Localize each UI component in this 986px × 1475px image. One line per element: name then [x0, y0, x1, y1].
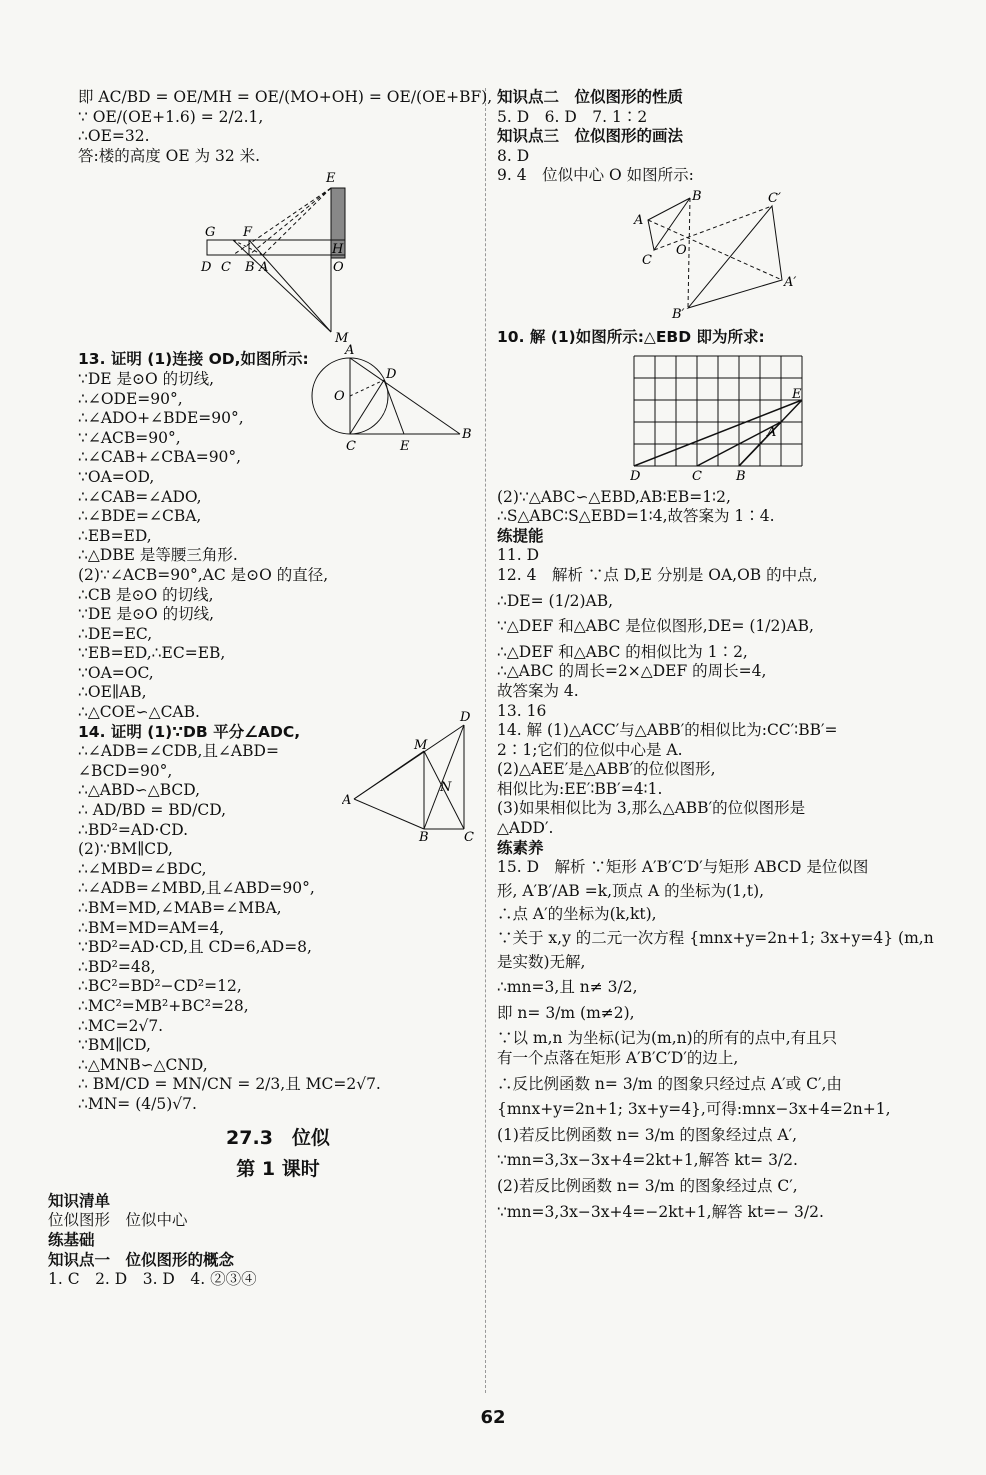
- answer-line: 5. D 6. D 7. 1∶2: [497, 107, 648, 126]
- text-line: 14. 解 (1)△ACC′与△ABB′的相似比为:CC′∶BB′=: [497, 721, 838, 740]
- label-D: D: [630, 468, 641, 484]
- text-line: 相似比为:EE′∶BB′=4∶1.: [497, 779, 663, 798]
- column-divider: [485, 88, 486, 1393]
- subheading: 知识点三 位似图形的画法: [497, 127, 684, 146]
- figure-circle-tangent: [310, 344, 480, 454]
- label-E: E: [326, 171, 336, 187]
- text-line: 即 n= 3/m (m≠2),: [497, 1003, 635, 1022]
- text-line: (3)如果相似比为 3,那么△ABB′的位似图形是: [497, 799, 806, 818]
- text-line: ∴BD²=AD·CD.: [78, 820, 189, 839]
- text-line: ∴∠CAB+∠CBA=90°,: [78, 448, 242, 467]
- text-line: (2)∵△ABC∽△EBD,AB∶EB=1∶2,: [497, 487, 731, 506]
- text-line: ∵△DEF 和△ABC 是位似图形,DE= (1/2)AB,: [497, 617, 814, 636]
- text-line: ∵以 m,n 为坐标(记为(m,n)的所有的点中,有且只: [497, 1029, 838, 1048]
- question-14-title: 14. 证明 (1)∵DB 平分∠ADC,: [78, 722, 301, 741]
- right-column: [497, 88, 934, 1228]
- text-line: △ADD′.: [497, 819, 554, 838]
- text-line: ∵mn=3,3x−3x+4=2kt+1,解答 kt= 3/2.: [497, 1151, 798, 1170]
- text-line: ∴ AD/BD = BD/CD,: [78, 801, 226, 820]
- label-C: C: [642, 252, 652, 268]
- answer-line: 8. D: [497, 146, 530, 165]
- answer-line: 1. C 2. D 3. D 4. ②③④: [48, 1270, 257, 1289]
- label-A: A: [342, 792, 352, 808]
- left-bottom-block: [48, 1192, 478, 1290]
- label-A: A: [259, 260, 269, 276]
- text-line: ∴MC²=MB²+BC²=28,: [78, 996, 249, 1015]
- text-line: ∴∠ADB=∠MBD,且∠ABD=90°,: [78, 879, 315, 898]
- text-line: ∴反比例函数 n= 3/m 的图象只经过点 A′或 C′,由: [497, 1074, 842, 1093]
- label-A: A: [345, 344, 355, 359]
- question-13-title: 13. 证明 (1)连接 OD,如图所示:: [78, 350, 309, 369]
- text-line: (2)△AEE′是△ABB′的位似图形,: [497, 760, 716, 779]
- label-C: C: [346, 439, 356, 455]
- text-line: ∵OA=OC,: [78, 663, 154, 682]
- text-line: ∴S△ABC∶S△EBD=1∶4,故答案为 1∶4.: [497, 507, 775, 526]
- text-line: ∵OA=OD,: [78, 467, 155, 486]
- text-line: 12. 4 解析 ∵点 D,E 分别是 OA,OB 的中点,: [497, 565, 818, 584]
- figure-homothety-center: [632, 190, 832, 320]
- label-G: G: [205, 225, 216, 241]
- label-O: O: [676, 242, 687, 258]
- answer-line: 11. D: [497, 546, 540, 565]
- text-line: {mnx+y=2n+1; 3x+y=4},可得:mnx−3x+4=2n+1,: [497, 1100, 891, 1119]
- text-line: ∴BD²=48,: [78, 957, 156, 976]
- text-line: ∴DE= (1/2)AB,: [497, 591, 614, 610]
- page-number: 62: [480, 1407, 506, 1428]
- text-line: ∴△ABC 的周长=2×△DEF 的周长=4,: [497, 662, 767, 681]
- text-line: ∵EB=ED,∴EC=EB,: [78, 644, 226, 663]
- label-M: M: [335, 331, 349, 347]
- subheading: 练提能: [497, 526, 544, 545]
- right-mid-block: [497, 487, 934, 1223]
- text-line: ∴BM=MD=AM=4,: [78, 918, 225, 937]
- label-D: D: [460, 710, 471, 725]
- text-line: (2)∵∠ACB=90°,AC 是⊙O 的直径,: [78, 565, 329, 584]
- label-B-prime: B′: [672, 306, 685, 320]
- label-C: C: [692, 468, 702, 484]
- label-F: F: [243, 225, 253, 241]
- text-line: ∵BM∥CD,: [78, 1036, 151, 1055]
- label-O: O: [334, 389, 345, 405]
- label-A: A: [634, 212, 644, 228]
- text-line: ∴OE∥AB,: [78, 683, 147, 702]
- figure-building-height: [123, 170, 423, 350]
- text-line: 即 AC/BD = OE/MH = OE/(MO+OH) = OE/(OE+BF),: [78, 88, 493, 106]
- text-line: ∴∠ADO+∠BDE=90°,: [78, 409, 244, 428]
- subheading: 练基础: [48, 1230, 95, 1249]
- text-line: 答:楼的高度 OE 为 32 米.: [78, 146, 261, 165]
- label-A-prime: A′: [784, 274, 797, 290]
- text-line: (2)∵BM∥CD,: [78, 840, 173, 859]
- text-line: ∴CB 是⊙O 的切线,: [78, 585, 214, 604]
- figure-quadrilateral: [342, 711, 482, 841]
- subheading: 知识点二 位似图形的性质: [497, 88, 684, 106]
- label-N: N: [440, 779, 452, 795]
- text-line: ∴∠ODE=90°,: [78, 389, 183, 408]
- label-E: E: [400, 439, 410, 455]
- left-top-block: [78, 88, 493, 166]
- text-line: ∵DE 是⊙O 的切线,: [78, 369, 215, 388]
- label-B: B: [462, 427, 472, 443]
- text-line: ∴∠ADB=∠CDB,且∠ABD=: [78, 742, 279, 761]
- text-line: ∴BC²=BD²−CD²=12,: [78, 977, 242, 996]
- text-line: ∴EB=ED,: [78, 526, 152, 545]
- text-line: ∴OE=32.: [78, 127, 150, 146]
- text-line: ∴△DBE 是等腰三角形.: [78, 546, 238, 565]
- subheading: 练素养: [497, 838, 544, 857]
- text-line: 15. D 解析 ∵矩形 A′B′C′D′与矩形 ABCD 是位似图: [497, 858, 869, 877]
- text-line: 有一个点落在矩形 A′B′C′D′的边上,: [497, 1049, 739, 1067]
- label-D: D: [201, 260, 212, 276]
- text-line: ∴点 A′的坐标为(k,kt),: [497, 905, 657, 924]
- left-column: [48, 88, 493, 1290]
- label-H: H: [332, 242, 344, 258]
- label-B: B: [419, 829, 429, 841]
- text-line: (1)若反比例函数 n= 3/m 的图象经过点 A′,: [497, 1125, 798, 1144]
- subheading: 知识点一 位似图形的概念: [48, 1250, 235, 1269]
- text-line: 2∶1;它们的位似中心是 A.: [497, 740, 683, 759]
- text-line: ∴∠CAB=∠ADO,: [78, 487, 202, 506]
- text-line: (2)若反比例函数 n= 3/m 的图象经过点 C′,: [497, 1176, 798, 1195]
- text-line: 故答案为 4.: [497, 681, 579, 700]
- figure-grid: [630, 354, 820, 484]
- label-C: C: [464, 829, 474, 841]
- text-line: ∠BCD=90°,: [78, 761, 173, 780]
- text-line: ∵DE 是⊙O 的切线,: [78, 605, 215, 624]
- text-line: ∵关于 x,y 的二元一次方程 {mnx+y=2n+1; 3x+y=4} (m,n: [497, 929, 934, 948]
- section-title: 27.3 位似: [226, 1126, 330, 1149]
- answer-line: 13. 16: [497, 701, 547, 720]
- text-line: ∴△DEF 和△ABC 的相似比为 1∶2,: [497, 642, 748, 661]
- text-line: ∴mn=3,且 n≠ 3/2,: [497, 978, 638, 997]
- label-E: E: [792, 386, 802, 402]
- lesson-title: 第 1 课时: [236, 1158, 320, 1181]
- text-line: ∴BM=MD,∠MAB=∠MBA,: [78, 899, 282, 917]
- answer-line: 9. 4 位似中心 O 如图所示:: [497, 166, 694, 185]
- label-D: D: [386, 367, 397, 383]
- label-M: M: [414, 737, 428, 753]
- text-line: ∴∠MBD=∠BDC,: [78, 859, 207, 878]
- text-line: ∵BD²=AD·CD,且 CD=6,AD=8,: [78, 938, 312, 957]
- text-line: ∴∠BDE=∠CBA,: [78, 507, 202, 526]
- text-line: 是实数)无解,: [497, 952, 586, 971]
- label-C-prime: C′: [768, 190, 781, 206]
- text-line: ∴MC=2√7.: [78, 1016, 164, 1035]
- subheading: 知识清单: [48, 1191, 111, 1210]
- text-line: ∵∠ACB=90°,: [78, 428, 181, 447]
- text-line: ∴MN= (4/5)√7.: [78, 1094, 197, 1113]
- text-line: ∴△COE∽△CAB.: [78, 703, 200, 722]
- q13-block: [78, 344, 478, 722]
- text-line: 位似图形 位似中心: [48, 1211, 188, 1230]
- label-C: C: [221, 260, 231, 276]
- text-line: ∵mn=3,3x−3x+4=−2kt+1,解答 kt=− 3/2.: [497, 1202, 824, 1221]
- label-O: O: [333, 260, 344, 276]
- text-line: ∴△ABD∽△BCD,: [78, 781, 201, 800]
- text-line: 形, A′B′/AB =k,顶点 A 的坐标为(1,t),: [497, 881, 765, 900]
- text-line: ∵ OE/(OE+1.6) = 2/2.1,: [78, 107, 264, 126]
- label-B: B: [692, 189, 702, 204]
- question-10-title: 10. 解 (1)如图所示:△EBD 即为所求:: [497, 327, 765, 346]
- text-line: ∴ BM/CD = MN/CN = 2/3,且 MC=2√7.: [78, 1075, 381, 1094]
- text-line: ∴DE=EC,: [78, 624, 153, 643]
- label-B: B: [245, 260, 255, 276]
- label-B: B: [736, 468, 746, 484]
- text-line: ∴△MNB∽△CND,: [78, 1055, 208, 1074]
- label-A: A: [767, 424, 777, 440]
